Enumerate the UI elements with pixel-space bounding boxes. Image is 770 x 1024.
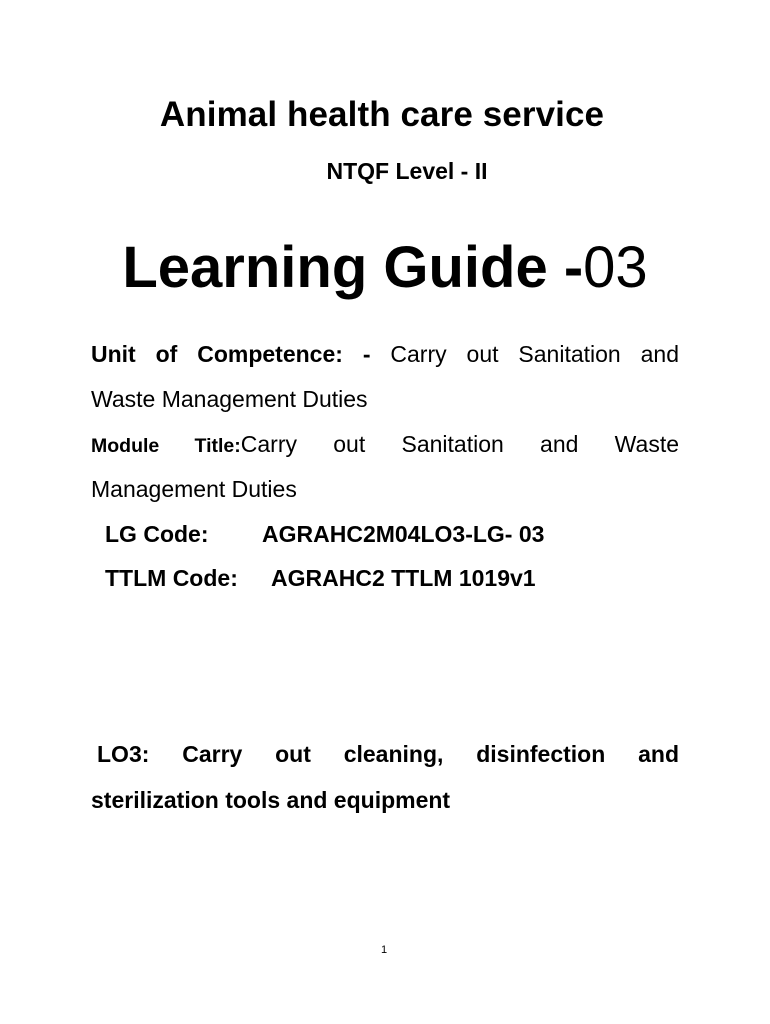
unit-of-competence — [91, 340, 679, 368]
lg-code-value: AGRAHC2M04LO3-LG- 03 — [262, 521, 545, 547]
module-title-value: Carry out Sanitation and Waste — [240, 431, 679, 457]
learning-guide-heading — [0, 232, 770, 304]
module-title — [91, 430, 679, 460]
learning-outcome-cont: sterilization tools and equipment — [91, 787, 451, 813]
unit-of-competence-label: Unit of Competence: - — [91, 341, 391, 367]
module-title-value-cont: Management Duties — [91, 476, 297, 502]
ttlm-code-label: TTLM Code: — [105, 565, 238, 591]
learning-outcome-line1: LO3: Carry out cleaning, disinfection and — [97, 741, 679, 767]
unit-of-competence-value-cont: Waste Management Duties — [91, 386, 368, 412]
page-number: 1 — [380, 944, 388, 956]
module-title-label: Module Title: — [91, 435, 241, 457]
unit-of-competence-value: Carry out Sanitation and — [390, 341, 679, 367]
learning-guide-label: Learning Guide - — [122, 235, 584, 300]
learning-outcome — [91, 740, 679, 768]
ttlm-code-value: AGRAHC2 TTLM 1019v1 — [271, 565, 536, 591]
learning-guide-number: 03 — [583, 235, 648, 300]
lg-code-label: LG Code: — [105, 521, 209, 547]
document-title: Animal health care service — [159, 95, 605, 134]
ntqf-level: NTQF Level - II — [326, 158, 488, 184]
